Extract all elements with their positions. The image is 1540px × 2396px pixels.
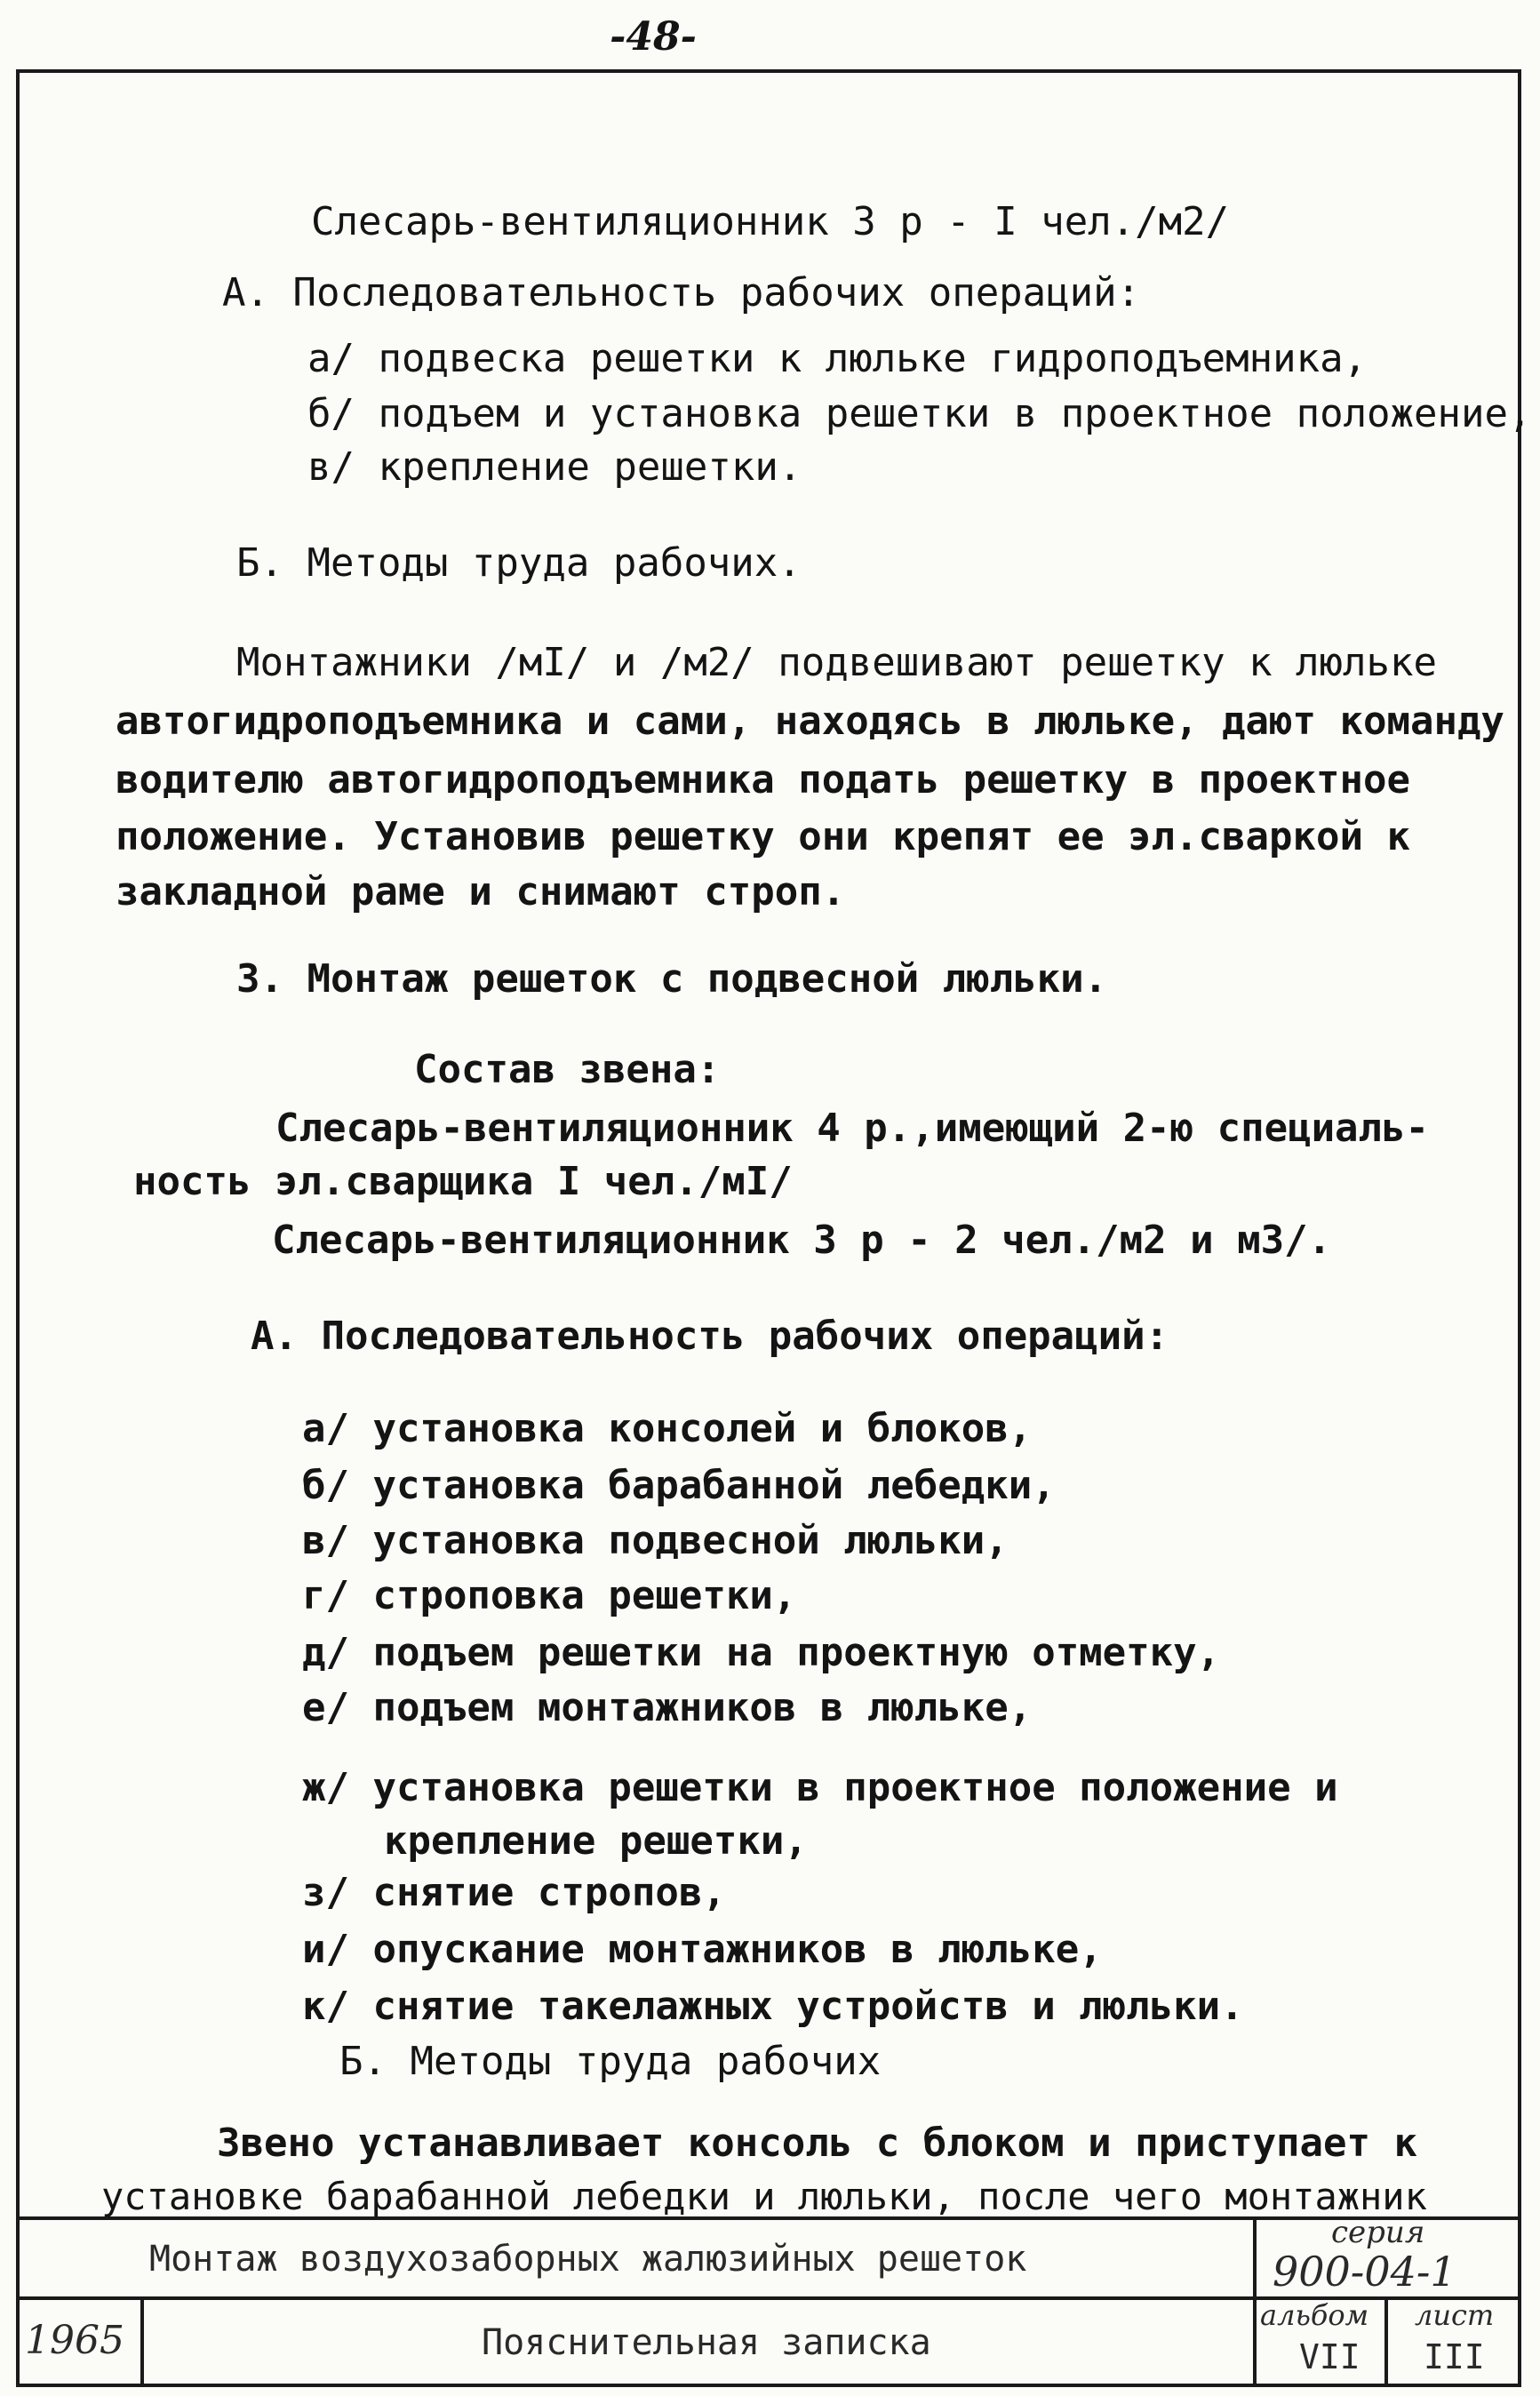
subheading: Состав звена:: [414, 1047, 721, 1092]
sheet-value: III: [1424, 2337, 1485, 2376]
list-item: з/ снятие стропов,: [302, 1870, 726, 1915]
list-item: г/ строповка решетки,: [302, 1573, 797, 1618]
section-heading: 3. Монтаж решеток с подвесной люльки.: [236, 956, 1108, 1002]
list-item: б/ установка барабанной лебедки,: [302, 1463, 1056, 1508]
text-line: Слесарь-вентиляционник 4 р.,имеющий 2-ю специаль-: [275, 1106, 1430, 1151]
year: 1965: [25, 2318, 124, 2363]
title-block-title: Монтаж воздухозаборных жалюзийных решеток: [149, 2239, 1027, 2280]
list-item: а/ подвеска решетки к люльке гидроподъемника,: [307, 336, 1368, 381]
section-heading: Б. Методы труда рабочих.: [236, 540, 802, 586]
paragraph-line: положение. Установив решетку они крепят ее эл.сваркой к: [116, 814, 1410, 859]
text-line: Слесарь-вентиляционник 3 р - I чел./м2/: [311, 199, 1230, 244]
album-value: VII: [1299, 2337, 1360, 2376]
list-item: б/ подъем и установка решетки в проектное положение,: [307, 391, 1532, 436]
text-line: ность эл.сварщика I чел./мI/: [133, 1159, 793, 1204]
list-item: е/ подъем монтажников в люльке,: [302, 1685, 1033, 1730]
section-heading: А. Последовательность рабочих операций:: [251, 1314, 1169, 1359]
paragraph-line: водителю автогидроподъемника подать решетку в проектное: [116, 757, 1410, 803]
title-block-divider: [1253, 2220, 1257, 2387]
title-block: [20, 2216, 1518, 2384]
title-block-divider: [140, 2296, 144, 2387]
paragraph-line: Звено устанавливает консоль с блоком и приступает к: [217, 2120, 1418, 2166]
list-item: д/ подъем решетки на проектную отметку,: [302, 1630, 1221, 1675]
paragraph-line: закладной раме и снимают строп.: [116, 869, 846, 914]
paragraph-line: Монтажники /мI/ и /м2/ подвешивают решетку к люльке: [236, 640, 1438, 685]
section-heading: А. Последовательность рабочих операций:: [222, 270, 1141, 315]
list-item: и/ опускание монтажников в люльке,: [302, 1927, 1103, 1972]
paragraph-line: автогидроподъемника и сами, находясь в люльке, дают команду: [116, 699, 1504, 744]
list-item: к/ снятие такелажных устройств и люльки.: [302, 1984, 1244, 2029]
sheet-label: лист: [1415, 2298, 1495, 2332]
album-label: альбом: [1260, 2298, 1369, 2332]
list-item: в/ крепление решетки.: [307, 444, 802, 490]
text-line: Слесарь-вентиляционник 3 р - 2 чел./м2 и м3/.: [272, 1218, 1332, 1263]
section-heading: Б. Методы труда рабочих: [339, 2039, 882, 2084]
document-name: Пояснительная записка: [482, 2322, 931, 2363]
list-item-continuation: крепление решетки,: [384, 1818, 808, 1864]
series-value: 900-04-1: [1273, 2248, 1456, 2296]
title-block-divider: [1384, 2296, 1388, 2387]
series-label: серия: [1331, 2215, 1425, 2250]
paragraph-line: установке барабанной лебедки и люльки, после чего монтажник: [101, 2175, 1427, 2218]
page-number: -48-: [610, 14, 697, 60]
list-item: а/ установка консолей и блоков,: [302, 1406, 1033, 1451]
list-item: ж/ установка решетки в проектное положение и: [302, 1765, 1338, 1810]
list-item: в/ установка подвесной люльки,: [302, 1518, 1009, 1563]
